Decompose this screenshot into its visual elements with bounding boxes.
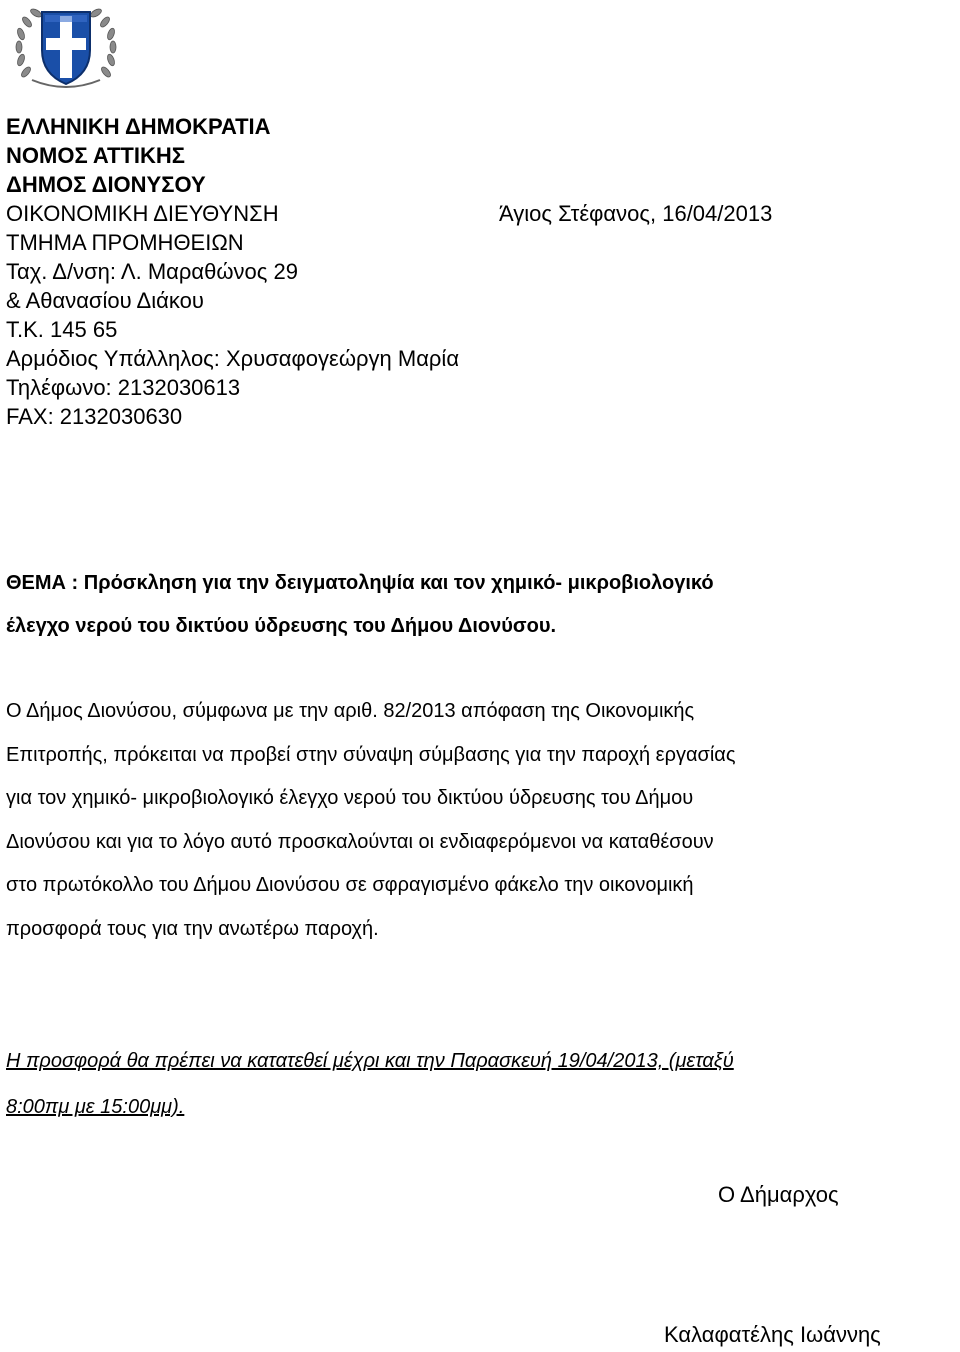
deadline-line: 8:00πμ με 15:00μμ). [6,1096,185,1118]
letter-body [6,690,956,951]
letterhead-postal-code: Τ.Κ. 145 65 [6,317,118,342]
subject-line: έλεγχο νερού του δικτύου ύδρευσης του Δήμου Διονύσου. [6,615,557,637]
letterhead-prefecture: ΝΟΜΟΣ ΑΤΤΙΚΗΣ [6,143,185,168]
signature-title: Ο Δήμαρχος [718,1182,839,1207]
signature-name: Καλαφατέλης Ιωάννης [664,1322,881,1347]
deadline-notice [6,1038,960,1130]
body-line: προσφορά τους για την ανωτέρω παροχή. [6,917,379,940]
letterhead-address: Ταχ. Δ/νση: Λ. Μαραθώνος 29 [6,259,298,284]
body-line: για τον χημικό- μικροβιολογικό έλεγχο νερού του δικτύου ύδρευσης του Δήμου [6,787,694,809]
body-line: στο πρωτόκολλο του Δήμου Διονύσου σε σφραγισμένο φάκελο την οικονομική [6,874,694,896]
deadline-line: Η προσφορά θα πρέπει να κατατεθεί μέχρι και την Παρασκευή 19/04/2013, (μεταξύ [6,1050,734,1072]
subject-line: ΘΕΜΑ : Πρόσκληση για την δειγματοληψία και τον χημικό- μικροβιολογικό [6,572,714,594]
letterhead-municipality: ΔΗΜΟΣ ΔΙΟΝΥΣΟΥ [6,172,206,197]
letterhead-country: ΕΛΛΗΝΙΚΗ ΔΗΜΟΚΡΑΤΙΑ [6,114,271,139]
letterhead-phone: Τηλέφωνο: 2132030613 [6,375,241,400]
body-line: Επιτροπής, πρόκειται να προβεί στην σύναψη σύμβασης για την παροχή εργασίας [6,743,736,766]
letterhead-contact-person: Αρμόδιος Υπάλληλος: Χρυσαφογεώργη Μαρία [6,346,460,371]
place-and-date: Άγιος Στέφανος, 16/04/2013 [499,201,773,226]
subject-block [6,562,956,648]
body-line: Ο Δήμος Διονύσου, σύμφωνα με την αριθ. 82/2013 απόφαση της Οικονομικής [6,700,695,722]
letterhead [6,112,459,431]
letterhead-address-line2: & Αθανασίου Διάκου [6,288,204,313]
body-line: Διονύσου και για το λόγο αυτό προσκαλούνται οι ενδιαφερόμενοι να καταθέσουν [6,830,714,853]
letterhead-fax: FAX: 2132030630 [6,404,183,429]
letterhead-department: ΤΜΗΜΑ ΠΡΟΜΗΘΕΙΩΝ [6,230,244,255]
greek-state-emblem-icon [12,2,120,90]
letterhead-directorate: ΟΙΚΟΝΟΜΙΚΗ ΔΙΕΥΘΥΝΣΗ [6,201,279,226]
